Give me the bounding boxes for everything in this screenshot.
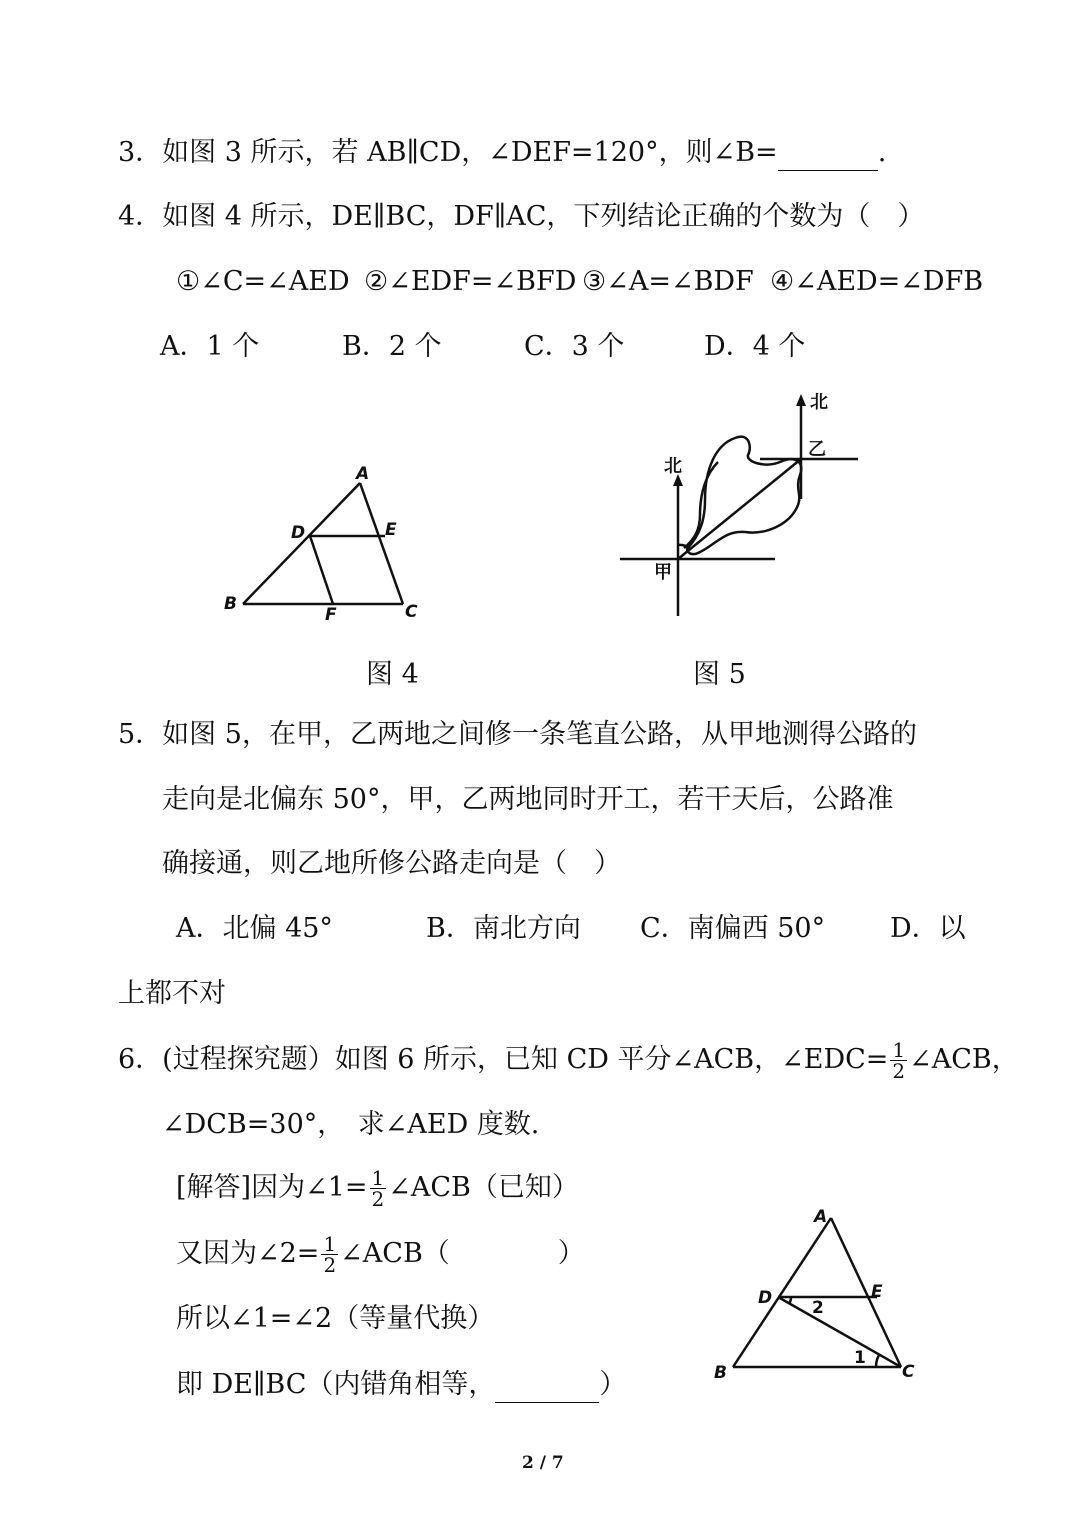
fig6-angle-1-arc <box>876 1355 879 1367</box>
frac-denominator: 2 <box>892 1059 906 1083</box>
q4-stem: 4．如图 4 所示，DE∥BC，DF∥AC，下列结论正确的个数为（ ） <box>118 201 925 232</box>
q5-option-b[interactable]: B．南北方向 <box>426 913 581 944</box>
fig6-label-b: B <box>714 1363 727 1383</box>
fig6-label-a: A <box>814 1207 828 1227</box>
q4-statement-2: ②∠EDF=∠BFD <box>364 266 577 297</box>
q5-option-d-wrap: 上都不对 <box>118 978 226 1009</box>
q6-line-2: ∠DCB=30°， 求∠AED 度数. <box>162 1109 540 1140</box>
q5-line-2: 走向是北偏东 50°，甲，乙两地同时开工，若干天后，公路准 <box>162 784 894 815</box>
q4-option-b[interactable]: B．2 个 <box>342 331 442 362</box>
fig5-label-jia: 甲 <box>654 562 672 583</box>
fig5-label-north-left: 北 <box>664 456 682 477</box>
fig4-label-c: C <box>405 602 418 622</box>
q5-line-1: 5．如图 5，在甲，乙两地之间修一条笔直公路，从甲地测得公路的 <box>118 719 917 750</box>
sol1-end: ∠ACB（已知） <box>388 1172 579 1203</box>
fig4-caption: 图 4 <box>366 659 419 690</box>
q4-statement-4: ④∠AED=∠DFB <box>770 266 984 297</box>
q6-solution-3: 所以∠1=∠2（等量代换） <box>176 1303 495 1334</box>
sol1-start: [解答]因为∠1= <box>176 1172 368 1203</box>
sol2-start: 又因为∠2= <box>176 1238 320 1269</box>
fig6-side-ac <box>831 1218 901 1367</box>
frac-numerator: 1 <box>371 1166 385 1190</box>
fig6-label-angle-1: 1 <box>854 1348 866 1368</box>
fig4-label-b: B <box>224 594 237 614</box>
q4-statement-1: ①∠C=∠AED <box>176 266 350 297</box>
q6-line-1-start: 6．(过程探究题）如图 6 所示，已知 CD 平分∠ACB，∠EDC= <box>118 1044 889 1075</box>
fig5-caption: 图 5 <box>693 659 746 690</box>
q4-option-c[interactable]: C．3 个 <box>524 331 625 362</box>
fig6-label-angle-2: 2 <box>812 1298 824 1318</box>
frac-numerator: 1 <box>323 1232 337 1256</box>
fig6-segment-dc <box>778 1297 901 1367</box>
fig5-label-yi: 乙 <box>808 439 826 460</box>
fig6-label-e: E <box>871 1282 883 1302</box>
q4-statement-3: ③∠A=∠BDF <box>582 266 754 297</box>
q6-line-1-end: ∠ACB， <box>909 1044 1019 1075</box>
page-number: 2 / 7 <box>522 1453 564 1473</box>
frac-denominator: 2 <box>323 1253 337 1277</box>
q3-text: 3．如图 3 所示，若 AB∥CD，∠DEF=120°，则∠B= <box>118 137 778 168</box>
q3-period: . <box>877 137 887 168</box>
sol2-end[interactable]: ∠ACB（ ） <box>340 1238 585 1269</box>
fig4-label-d: D <box>291 523 306 543</box>
fig5-label-north-top: 北 <box>810 392 828 413</box>
frac-numerator: 1 <box>892 1038 906 1062</box>
fig4-label-e: E <box>385 520 397 540</box>
q5-line-3: 确接通，则乙地所修公路走向是（ ） <box>162 848 621 879</box>
frac-denominator: 2 <box>371 1187 385 1211</box>
fig4-label-a: A <box>356 464 370 484</box>
q5-option-a[interactable]: A．北偏 45° <box>176 913 333 944</box>
q5-option-c[interactable]: C．南偏西 50° <box>640 913 826 944</box>
q4-option-a[interactable]: A．1 个 <box>160 331 260 362</box>
q4-option-d[interactable]: D．4 个 <box>704 331 806 362</box>
sol4-end: ） <box>599 1369 627 1400</box>
fig6-label-c: C <box>902 1362 915 1382</box>
sol4-start: 即 DE∥BC（内错角相等， <box>176 1369 496 1400</box>
q5-option-d[interactable]: D．以 <box>890 913 966 944</box>
fig4-label-f: F <box>325 605 337 625</box>
fig6-side-ab <box>733 1218 831 1367</box>
fig6-label-d: D <box>758 1288 773 1308</box>
